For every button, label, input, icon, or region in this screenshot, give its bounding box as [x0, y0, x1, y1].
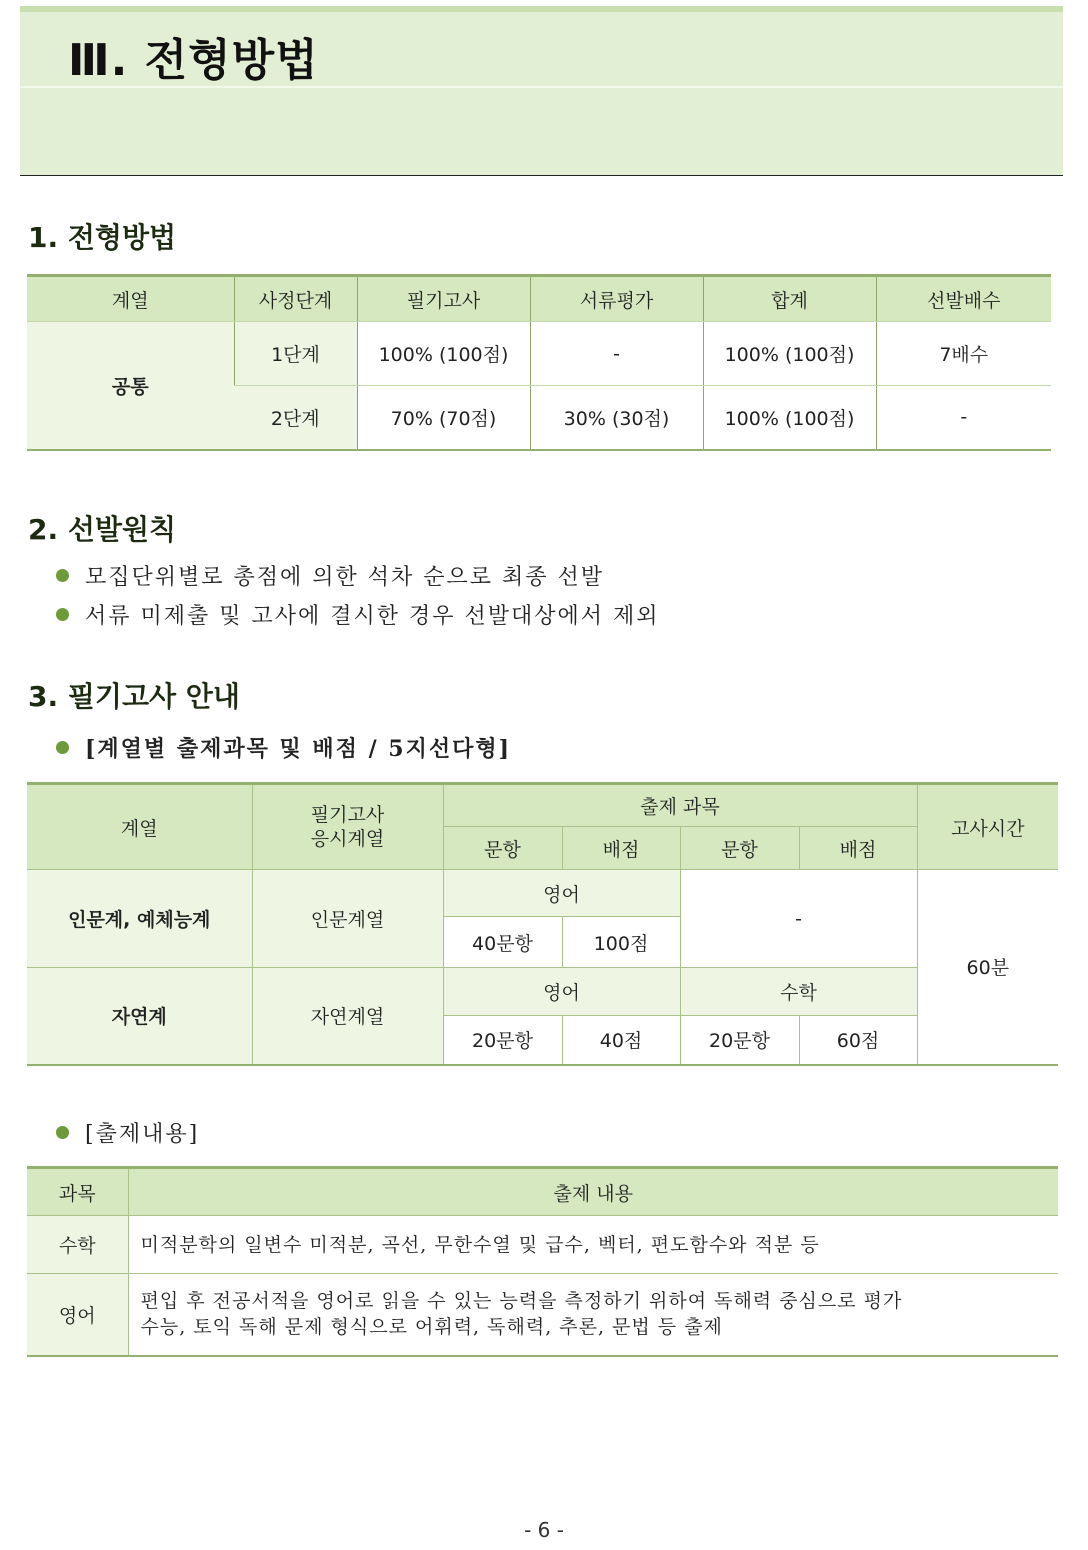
header-cell: 서류평가	[530, 276, 703, 322]
subheading-exam-subjects	[56, 732, 511, 763]
multiple-cell: 7배수	[876, 322, 1051, 386]
time-cell: 60분	[917, 870, 1058, 1065]
subject-cell: 수학	[680, 968, 917, 1016]
exam-field-cell: 자연계열	[252, 968, 443, 1065]
list-item-text: 서류 미제출 및 고사에 결시한 경우 선발대상에서 제외	[85, 604, 660, 629]
total-cell: 100% (100점)	[703, 386, 876, 450]
header-cell: 계열	[27, 276, 234, 322]
points-cell: 40점	[562, 1016, 680, 1065]
subheading-text: [출제내용]	[85, 1122, 200, 1147]
group-cell: 공통	[27, 322, 234, 450]
multiple-cell: -	[876, 386, 1051, 450]
stage-cell: 1단계	[234, 322, 357, 386]
table-row	[27, 1274, 1058, 1356]
header-points: 배점	[799, 827, 917, 870]
bullet-dot-icon	[56, 569, 69, 582]
stage-cell: 2단계	[234, 386, 357, 450]
subject-cell: 수학	[27, 1216, 128, 1274]
header-cell: 필기고사	[357, 276, 530, 322]
header-exam-field	[252, 784, 443, 870]
field-cell: 인문계, 예체능계	[27, 870, 252, 968]
bullet-dot-icon	[56, 608, 69, 621]
chapter-banner	[20, 6, 1063, 176]
subject-cell: 영어	[443, 968, 680, 1016]
header-subjects: 출제 과목	[443, 784, 917, 827]
questions-cell: 20문항	[680, 1016, 799, 1065]
table-header-row	[27, 276, 1051, 322]
points-cell: 60점	[799, 1016, 917, 1065]
exam-content-table	[27, 1166, 1058, 1357]
table-header-row	[27, 784, 1058, 827]
subheading-exam-content	[56, 1117, 199, 1148]
bullet-dot-icon	[56, 1126, 69, 1139]
questions-cell: 40문항	[443, 917, 562, 968]
field-cell: 자연계	[27, 968, 252, 1065]
header-questions: 문항	[680, 827, 799, 870]
docs-cell: -	[530, 322, 703, 386]
section-3-title: 3. 필기고사 안내	[28, 680, 240, 713]
content-line: 편입 후 전공서적을 영어로 읽을 수 있는 능력을 측정하기 위하여 독해력 중심으로 평가	[140, 1290, 903, 1313]
header-exam-line2: 응시계열	[310, 828, 385, 850]
table-row	[27, 870, 1058, 917]
section-1-title: 1. 전형방법	[28, 221, 177, 254]
docs-cell: 30% (30점)	[530, 386, 703, 450]
written-cell: 100% (100점)	[357, 322, 530, 386]
questions-cell: 20문항	[443, 1016, 562, 1065]
header-time: 고사시간	[917, 784, 1058, 870]
header-cell: 사정단계	[234, 276, 357, 322]
total-cell: 100% (100점)	[703, 322, 876, 386]
subject-cell: 영어	[27, 1274, 128, 1356]
empty-subject-cell: -	[680, 870, 917, 968]
table-row	[27, 968, 1058, 1016]
exam-subjects-table	[27, 782, 1058, 1066]
table-row	[27, 1216, 1058, 1274]
header-field: 계열	[27, 784, 252, 870]
header-cell: 합계	[703, 276, 876, 322]
page-number: - 6 -	[524, 1518, 564, 1542]
section-2-title: 2. 선발원칙	[28, 513, 177, 546]
table-row	[27, 322, 1051, 386]
written-cell: 70% (70점)	[357, 386, 530, 450]
subheading-text: [계열별 출제과목 및 배점 / 5지선다형]	[85, 736, 511, 762]
table-header-row	[27, 1168, 1058, 1216]
content-cell: 미적분학의 일변수 미적분, 곡선, 무한수열 및 급수, 벡터, 편도함수와 적분 등	[128, 1216, 1058, 1274]
header-points: 배점	[562, 827, 680, 870]
content-cell	[128, 1274, 1058, 1356]
header-questions: 문항	[443, 827, 562, 870]
list-item	[56, 560, 604, 591]
bullet-dot-icon	[56, 741, 69, 754]
selection-method-table	[27, 274, 1051, 451]
points-cell: 100점	[562, 917, 680, 968]
content-line: 수능, 토익 독해 문제 형식으로 어휘력, 독해력, 추론, 문법 등 출제	[140, 1316, 723, 1339]
chapter-title: Ⅲ. 전형방법	[68, 35, 319, 86]
list-item	[56, 599, 660, 630]
header-exam-line1: 필기고사	[310, 804, 385, 826]
exam-field-cell: 인문계열	[252, 870, 443, 968]
header-subject: 과목	[27, 1168, 128, 1216]
header-cell: 선발배수	[876, 276, 1051, 322]
header-content: 출제 내용	[128, 1168, 1058, 1216]
subject-cell: 영어	[443, 870, 680, 917]
list-item-text: 모집단위별로 총점에 의한 석차 순으로 최종 선발	[85, 565, 605, 590]
